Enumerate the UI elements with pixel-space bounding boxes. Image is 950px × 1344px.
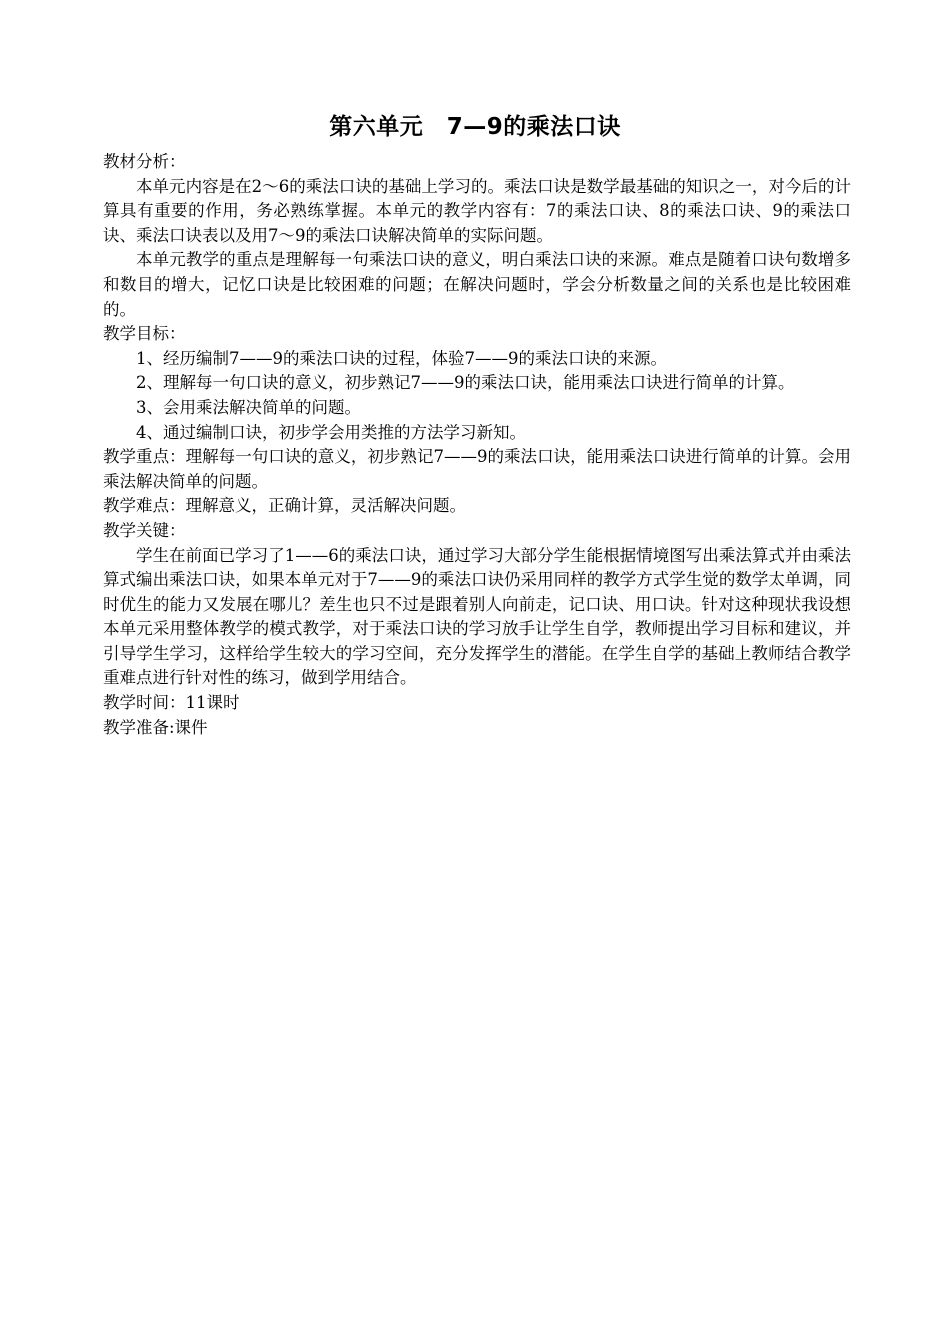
- document-body: [103, 150, 851, 740]
- difficulties: 教学难点：理解意义，正确计算，灵活解决问题。: [103, 496, 466, 516]
- teaching-preparation: 教学准备:课件: [103, 717, 208, 737]
- analysis-paragraph-2: 本单元教学的重点是理解每一句乘法口诀的意义，明白乘法口诀的来源。难点是随着口诀句数增多和数目的增大，记忆口诀是比较困难的问题；在解决问题时，学会分析数量之间的关系也是比较困难的。: [103, 250, 851, 319]
- goal-item-3: 3、会用乘法解决简单的问题。: [136, 397, 361, 417]
- goals-heading: 教学目标：: [103, 324, 186, 344]
- key-points: 教学重点：理解每一句口诀的意义，初步熟记7——9的乘法口诀，能用乘法口诀进行简单的计算。会用乘法解决简单的问题。: [103, 447, 851, 491]
- goal-item-2: 2、理解每一句口诀的意义，初步熟记7——9的乘法口诀，能用乘法口诀进行简单的计算。: [136, 373, 795, 393]
- document-title: 第六单元 7—9的乘法口诀: [329, 114, 621, 140]
- key-heading: 教学关键：: [103, 520, 186, 540]
- analysis-paragraph-1: 本单元内容是在2～6的乘法口诀的基础上学习的。乘法口诀是数学最基础的知识之一，对今后的计算具有重要的作用，务必熟练掌握。本单元的教学内容有：7的乘法口诀、8的乘法口诀、9的乘法口诀、乘法口诀表以及用7～9的乘法口诀解决简单的实际问题。: [103, 176, 851, 245]
- analysis-heading: 教材分析：: [103, 152, 186, 171]
- teaching-time: 教学时间：11课时: [103, 693, 240, 713]
- key-paragraph-1: 学生在前面已学习了1——6的乘法口诀，通过学习大部分学生能根据情境图写出乘法算式并由乘法算式编出乘法口诀，如果本单元对于7——9的乘法口诀仍采用同样的教学方式学生觉的数学太单调，同时优生的能力又发展在哪儿？差生也只不过是跟着别人向前走，记口诀、用口诀。针对这种现状我设想本单元采用整体教学的模式教学，对于乘法口诀的学习放手让学生自学，教师提出学习目标和建议，并引导学生学习，这样给学生较大的学习空间，充分发挥学生的潜能。在学生自学的基础上教师结合教学重难点进行针对性的练习，做到学用结合。: [103, 545, 851, 688]
- goal-item-1: 1、经历编制7——9的乘法口诀的过程，体验7——9的乘法口诀的来源。: [136, 348, 667, 368]
- goal-item-4: 4、通过编制口诀，初步学会用类推的方法学习新知。: [136, 422, 526, 442]
